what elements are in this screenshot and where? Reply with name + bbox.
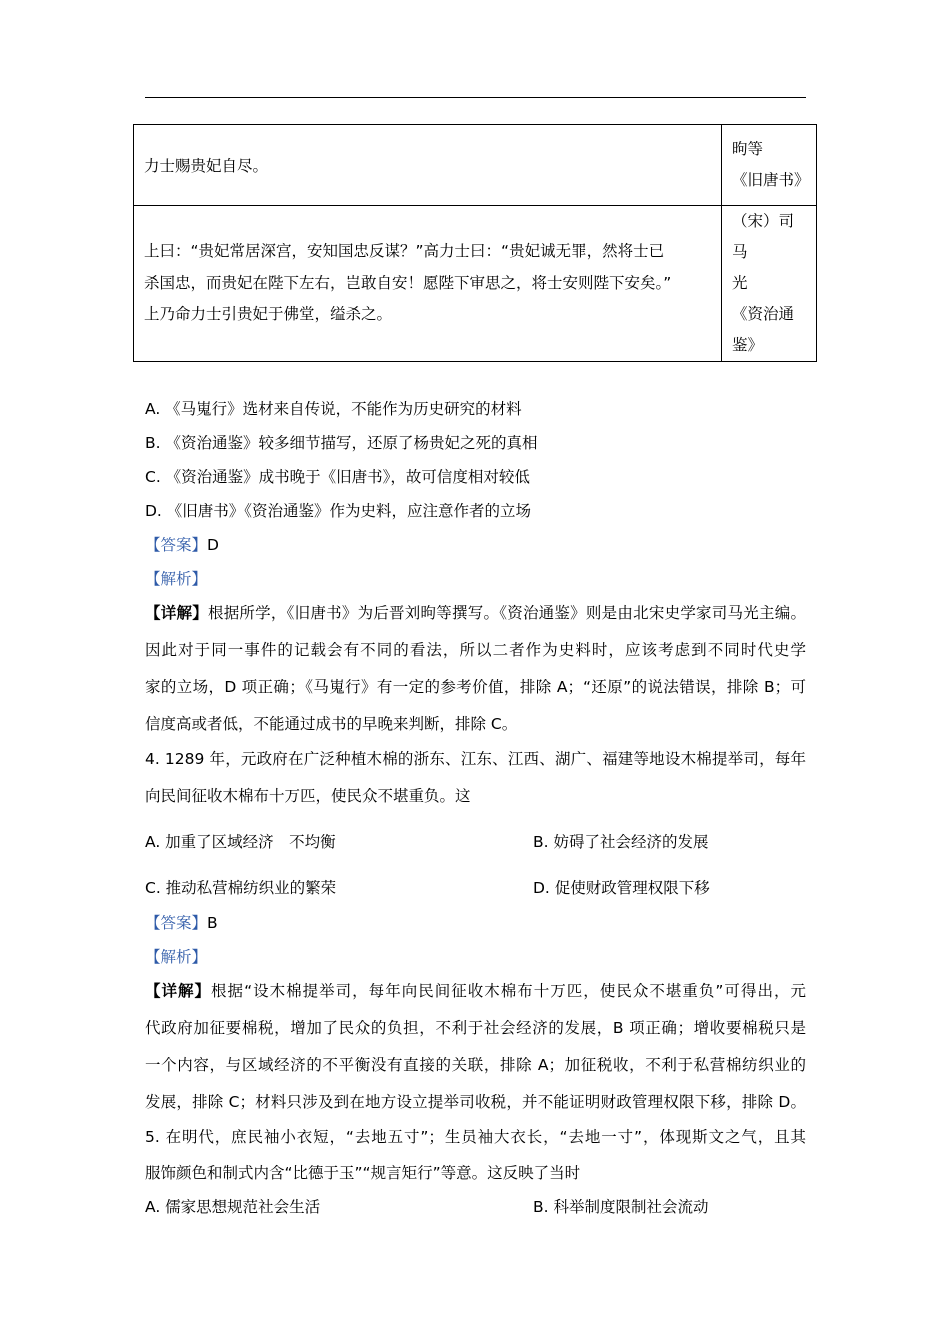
q5-stem-line: 5. 在明代，庶民袖小衣短，“去地五寸”；生员袖大衣长，“去地一寸”，体现斯文之气，且其 [145, 1128, 806, 1146]
source-line: 《资治通 [732, 305, 795, 323]
q4-option-c: C. 推动私营棉纺织业的繁荣 [145, 879, 337, 897]
q3-detail-line: 家的立场，D 项正确；《马嵬行》有一定的参考价值，排除 A；“还原”的说法错误，排除 B；可 [145, 678, 806, 696]
q4-analysis-label: 【解析】 [145, 948, 208, 966]
cell-text-line: 上曰：“贵妃常居深宫，安知国忠反谋？”高力士曰：“贵妃诚无罪，然将士已 [144, 242, 665, 261]
q3-answer [145, 533, 219, 555]
detail-label: 【详解】 [145, 604, 208, 622]
table-cell-source [722, 125, 817, 206]
cell-text-line: 上乃命力士引贵妃于佛堂，缢杀之。 [144, 305, 393, 324]
q4-answer [145, 911, 218, 933]
answer-label: 【答案】 [145, 914, 208, 932]
q3-detail-line: 因此对于同一事件的记载会有不同的看法，所以二者作为史料时，应该考虑到不同时代史学 [145, 641, 806, 659]
q3-option-a: A. 《马嵬行》选材来自传说，不能作为历史研究的材料 [145, 400, 522, 418]
q5-stem-line: 服饰颜色和制式内含“比德于玉”“规言矩行”等意。这反映了当时 [145, 1164, 581, 1182]
table-cell-text [134, 125, 722, 206]
q4-option-b: B. 妨碍了社会经济的发展 [533, 833, 709, 851]
source-line: 鉴》 [732, 336, 764, 354]
q3-option-b: B. 《资治通鉴》较多细节描写，还原了杨贵妃之死的真相 [145, 434, 538, 452]
source-table [133, 124, 817, 362]
q3-analysis-label: 【解析】 [145, 570, 208, 588]
detail-label: 【详解】 [145, 982, 212, 1000]
source-line: （宋）司马 [732, 212, 795, 261]
table-cell-text [134, 206, 722, 362]
q4-stem-line: 4. 1289 年，元政府在广泛种植木棉的浙东、江东、江西、湖广、福建等地设木棉提举司，每年 [145, 750, 806, 768]
q4-detail-line: 代政府加征要棉税，增加了民众的负担，不利于社会经济的发展，B 项正确；增收要棉税只是 [145, 1019, 806, 1037]
answer-label: 【答案】 [145, 536, 208, 554]
q3-detail-line [145, 601, 806, 623]
table-row [134, 206, 817, 362]
q5-option-b: B. 科举制度限制社会流动 [533, 1198, 709, 1216]
q4-detail-line: 发展，排除 C；材料只涉及到在地方设立提举司收税，并不能证明财政管理权限下移，排除 D。 [145, 1093, 806, 1111]
q4-detail-line: 一个内容，与区域经济的不平衡没有直接的关联，排除 A；加征税收，不利于私营棉纺织业的 [145, 1056, 806, 1074]
source-line: 昫等 [732, 140, 764, 158]
answer-value: D [207, 536, 219, 554]
table-row [134, 125, 817, 206]
q4-option-a: A. 加重了区域经济 不均衡 [145, 833, 336, 851]
table-cell-source [722, 206, 817, 362]
cell-text: 力士赐贵妃自尽。 [144, 157, 269, 175]
source-line: 《旧唐书》 [732, 171, 810, 189]
q3-option-d: D. 《旧唐书》《资治通鉴》作为史料，应注意作者的立场 [145, 502, 532, 520]
header-rule [145, 97, 806, 98]
source-line: 光 [732, 274, 748, 292]
q3-option-c: C. 《资治通鉴》成书晚于《旧唐书》，故可信度相对较低 [145, 468, 530, 486]
q5-option-a: A. 儒家思想规范社会生活 [145, 1198, 321, 1216]
detail-text: 根据“设木棉提举司，每年向民间征收木棉布十万匹，使民众不堪重负”可得出，元 [211, 982, 806, 1000]
q3-detail-line: 信度高或者低，不能通过成书的早晚来判断，排除 C。 [145, 715, 518, 733]
cell-text-line: 杀国忠，而贵妃在陛下左右，岂敢自安！愿陛下审思之，将士安则陛下安矣。” [144, 273, 672, 292]
answer-value: B [207, 914, 218, 932]
q4-detail-line [145, 979, 806, 1001]
detail-text: 根据所学，《旧唐书》为后晋刘昫等撰写。《资治通鉴》则是由北宋史学家司马光主编。 [207, 604, 806, 622]
q4-option-d: D. 促使财政管理权限下移 [533, 879, 710, 897]
q4-stem-line: 向民间征收木棉布十万匹，使民众不堪重负。这 [145, 787, 471, 805]
